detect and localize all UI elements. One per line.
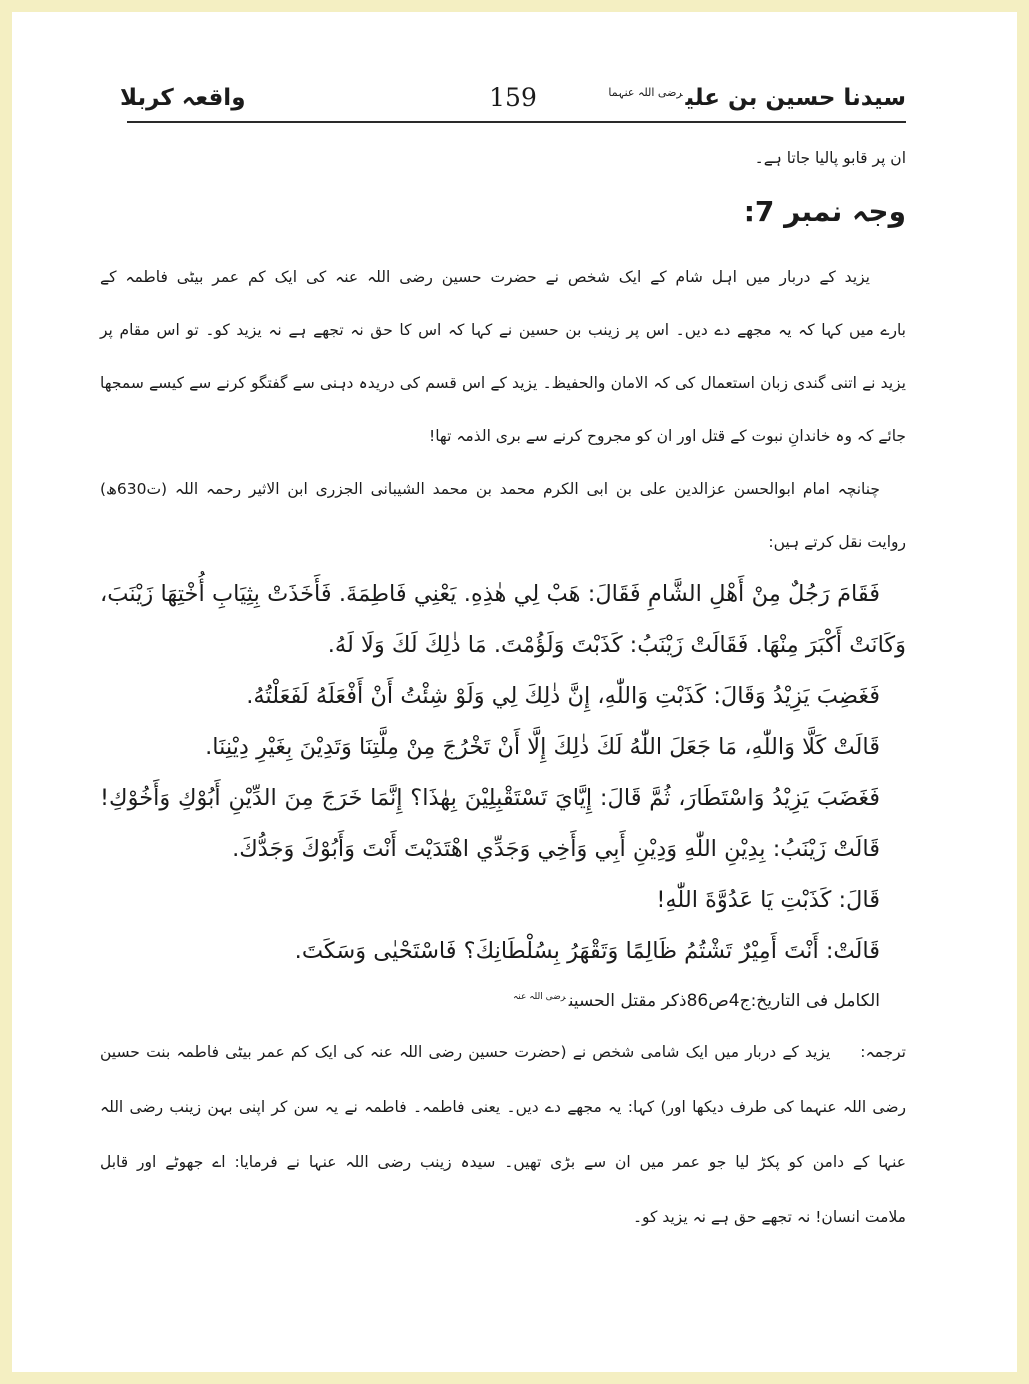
arabic-quote (100, 569, 906, 977)
arabic-line: فَغَضَبَ يَزِيْدُ وَاسْتَطَارَ، ثُمَّ قَالَ: إِيَّايَ تَسْتَقْبِلِيْنَ بِهٰذَا؟ إِنَّمَا خَرَجَ مِنَ الدِّيْنِ أَبُوْكِ وَأَخُوْكِ! (100, 785, 880, 811)
translation-text: یزید کے دربار میں ایک شامی شخص نے (حضرت حسین رضی اللہ عنہ کی ایک کم عمر بیٹی فاطمہ بنت حسین (100, 1043, 831, 1061)
arabic-line: قَالَتْ كَلَّا وَاللّٰهِ، مَا جَعَلَ اللّٰهُ لَكَ ذٰلِكَ إِلَّا أَنْ تَخْرُجَ مِنْ مِلَّتِنَا وَتَدِيْنَ بِغَيْرِ دِيْنِنَا. (205, 734, 880, 760)
source-line: روایت نقل کرتے ہیں: (768, 533, 906, 551)
page-body (100, 132, 906, 1245)
honorific-ligature: رضی اللہ عنہ (513, 992, 566, 1003)
page-number: 159 (489, 83, 537, 112)
arabic-line: قَالَ: كَذَبْتِ يَا عَدُوَّةَ اللّٰهِ! (656, 887, 880, 913)
section-heading: وجہ نمبر 7: (743, 195, 906, 228)
arabic-line: وَكَانَتْ أَكْبَرَ مِنْهَا. فَقَالَتْ زَيْنَبُ: كَذَبْتَ وَلَؤُمْتَ. مَا ذٰلِكَ لَكَ وَلَا لَهُ. (327, 632, 906, 658)
translation-line: ملامت انسان! نہ تجھے حق ہے نہ یزید کو۔ (632, 1208, 906, 1226)
paragraph-line: بارے میں کہا کہ یہ مجھے دے دیں۔ اس پر زینب بن حسین نے کہا کہ اس کا حق نہ تجھے ہے نہ یزید کو۔ تو اس مقام پر (100, 321, 906, 339)
arabic-line: فَغَضِبَ يَزِيْدُ وَقَالَ: كَذَبْتِ وَاللّٰهِ، إِنَّ ذٰلِكَ لِي وَلَوْ شِئْتُ أَنْ أَفْعَلَهُ لَفَعَلْتُهُ. (246, 683, 880, 709)
continuation-line: ان پر قابو پالیا جاتا ہے۔ (754, 149, 906, 167)
translation (100, 1025, 906, 1245)
paragraph-line: یزید نے اتنی گندی زبان استعمال کی کہ الامان والحفیظ۔ یزید کے اس قسم کی دریدہ دہنی سے گفتگو کرنے سے کیسے سمجھا (100, 374, 906, 392)
running-header (120, 78, 906, 120)
arabic-line: فَقَامَ رَجُلٌ مِنْ أَهْلِ الشَّامِ فَقَالَ: هَبْ لِي هٰذِهِ. يَعْنِي فَاطِمَةَ. فَأَخَذَتْ بِثِيَابِ أُخْتِهَا زَيْنَبَ، (100, 581, 880, 607)
translation-line: عنہا کے دامن کو پکڑ لیا جو عمر میں ان سے بڑی تھیں۔ سیدہ زینب رضی اللہ عنہا نے فرمایا: اے جھوٹے اور قابل (100, 1153, 906, 1171)
honorific-ligature: رضی اللہ عنہما (608, 86, 683, 100)
translation-line: رضی اللہ عنہما کی طرف دیکھا اور) کہا: یہ مجھے دے دیں۔ یعنی فاطمہ۔ فاطمہ نے یہ سن کر اپنی بہن زینب رضی اللہ (100, 1098, 906, 1116)
paragraph-line: جائے کہ وہ خاندانِ نبوت کے قتل اور ان کو مجروح کرنے سے بری الذمہ تھا! (429, 427, 906, 445)
header-title-text: سیدنا حسین بن علی (685, 85, 906, 111)
source-citation (100, 977, 906, 1025)
source-intro (100, 463, 906, 569)
source-line: چنانچہ امام ابوالحسن عزالدین علی بن ابی الکرم محمد بن محمد الشیبانی الجزری ابن الاثیر رحمہ اللہ (ت630ھ) (100, 480, 880, 498)
arabic-line: قَالَتْ زَيْنَبُ: بِدِيْنِ اللّٰهِ وَدِيْنِ أَبِي وَأَخِي وَجَدِّي اهْتَدَيْتَ أَنْتَ وَأَبُوْكَ وَجَدُّكَ. (232, 836, 880, 862)
paragraph (100, 251, 906, 463)
arabic-line: قَالَتْ: أَنْتَ أَمِيْرٌ تَشْتُمُ ظَالِمًا وَتَقْهَرُ بِسُلْطَانِكَ؟ فَاسْتَحْيٰى وَسَكَتَ. (294, 938, 880, 964)
header-chapter-title: واقعہ کربلا (120, 85, 246, 111)
citation-text: الکامل فی التاریخ:ج4ص86ذکر مقتل الحسین (568, 991, 880, 1011)
translation-line (100, 1025, 906, 1080)
translation-label: ترجمہ: (860, 1043, 906, 1061)
header-rule (127, 121, 906, 123)
paragraph-line: یزید کے دربار میں اہل شام کے ایک شخص نے حضرت حسین رضی اللہ عنہ کی ایک کم عمر بیٹی فاطمہ کے (100, 268, 870, 286)
